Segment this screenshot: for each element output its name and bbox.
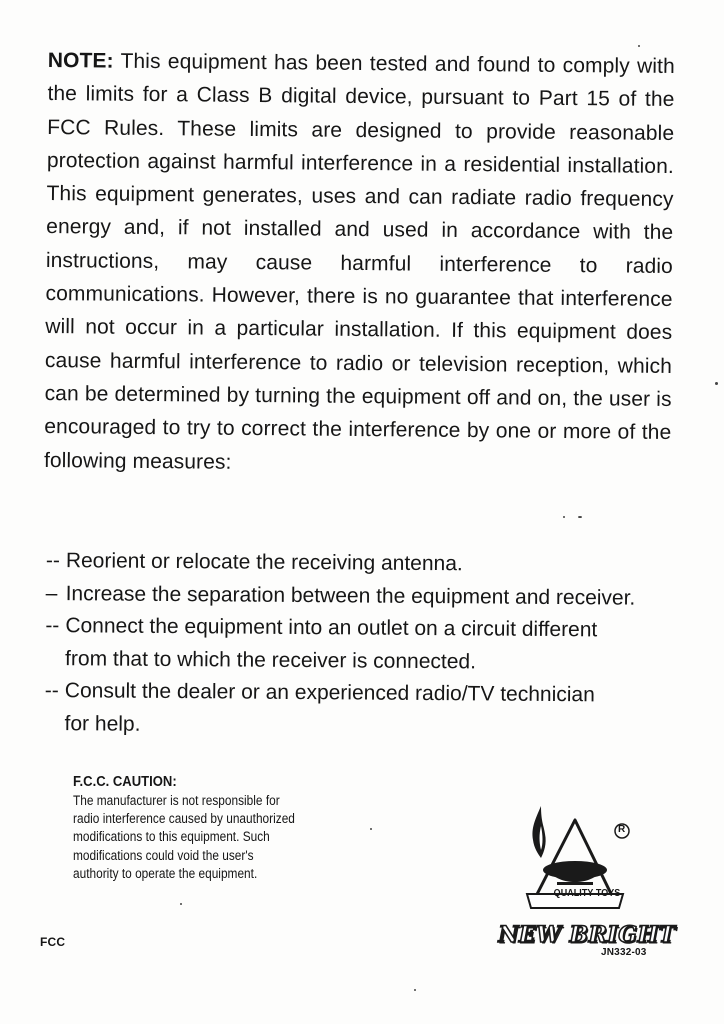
measure-item [46,545,686,583]
logo-emblem-icon [497,796,687,926]
brand-wordmark: NEW BRIGHT [498,922,676,948]
product-code: JN332-03 [601,947,647,958]
caution-line: radio interference caused by unauthorized [73,811,295,827]
note-label: NOTE: [47,48,114,73]
measure-text-continued: from that to which the receiver is connected. [65,646,477,673]
scan-speck [180,903,182,905]
caution-line: modifications could void the user's [73,847,254,863]
registered-letter: R [618,824,626,835]
measure-dash: -- [45,613,60,638]
measures-list [44,545,686,745]
scan-speck [578,516,582,518]
measure-text: Increase the separation between the equipment and receiver. [65,581,636,610]
measure-item [45,577,685,615]
measure-text-continued: for help. [64,711,141,736]
scan-speck [715,382,718,385]
fcc-mark: FCC [40,935,66,949]
caution-line: The manufacturer is not responsible for [73,793,280,808]
measure-text: Reorient or relocate the receiving antenna. [65,549,463,576]
measure-text: Consult the dealer or an experienced radio/TV technician [64,679,595,707]
scan-speck [638,45,640,47]
caution-line: authority to operate the equipment. [73,865,258,881]
measure-dash: – [45,581,58,605]
measure-dash: -- [44,678,59,703]
caution-title: F.C.C. CAUTION: [73,774,177,790]
scan-speck [370,828,372,830]
measure-item [44,675,684,745]
measure-text: Connect the equipment into an outlet on a circuit different [65,614,598,642]
scan-speck [563,516,565,518]
caution-line: modifications to this equipment. Such [73,829,270,845]
measure-item [45,610,685,680]
fcc-caution [73,772,373,883]
scan-speck [414,989,416,991]
fcc-note-paragraph [44,44,675,483]
measure-dash: -- [45,548,60,573]
note-text: This equipment has been tested and found to comply with the limits for a Class B digital device, pursuant to Part 15 of the FCC Rules. These limits are designed to provide reasonable protection against harmful interference in a residential installation. This equipment generates, uses and can radiate radio frequency energy and, if not installed and used in accordance with the instructions, may cause harmful interference to radio communications. However, there is no guarantee that interference will not occur in a particular installation. If this equipment does cause harmful interference to radio or television reception, which can be determined by turning the equipment off and on, the user is encouraged to try to correct the interference by one or more of the following measures: [43,49,675,474]
caution-body [73,792,337,883]
brand-logo [497,796,687,971]
quality-toys-label: QUALITY TOYS [553,887,621,899]
